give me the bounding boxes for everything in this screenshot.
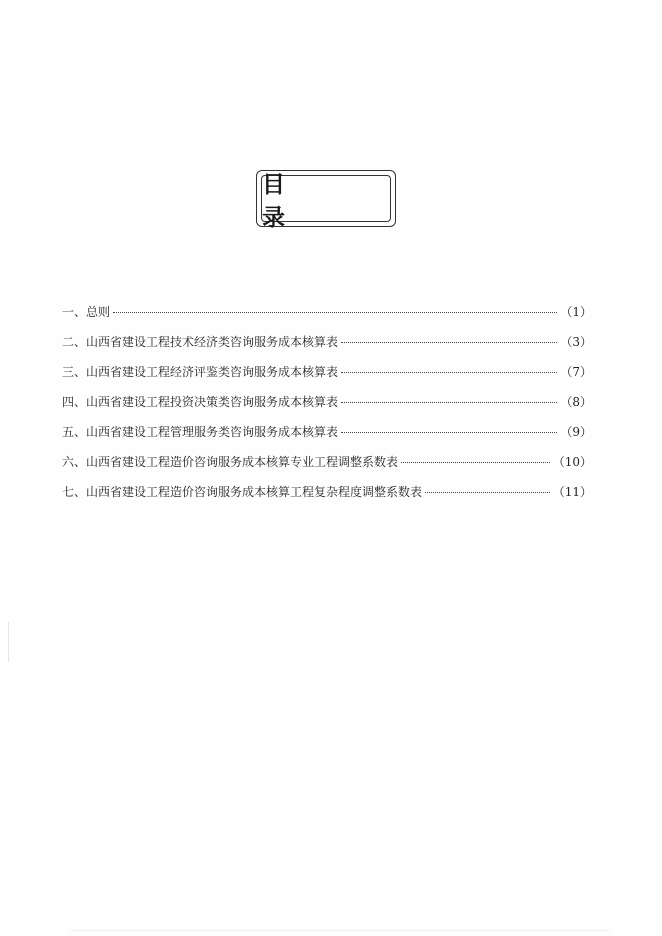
toc-entry-label: 一、总则	[62, 305, 111, 319]
toc-leader-dots	[341, 371, 557, 373]
toc-entry-page: （1）	[560, 305, 592, 319]
toc-entry-label: 三、山西省建设工程经济评鉴类咨询服务成本核算表	[62, 365, 339, 379]
scan-edge-mark	[8, 622, 9, 662]
toc-entry-page: （8）	[560, 395, 592, 409]
toc-entry-6[interactable]	[62, 453, 592, 483]
toc-entry-page: （3）	[560, 335, 592, 349]
toc-entry-label: 七、山西省建设工程造价咨询服务成本核算工程复杂程度调整系数表	[62, 485, 423, 499]
toc-leader-dots	[113, 311, 557, 313]
toc-entry-4[interactable]	[62, 393, 592, 423]
toc-leader-dots	[341, 431, 557, 433]
toc-leader-dots	[425, 491, 550, 493]
title-frame-inner	[261, 171, 391, 231]
toc-leader-dots	[341, 401, 557, 403]
title-frame	[256, 170, 396, 231]
toc-entry-label: 四、山西省建设工程投资决策类咨询服务成本核算表	[62, 395, 339, 409]
table-of-contents	[62, 303, 592, 513]
toc-entry-2[interactable]	[62, 333, 592, 363]
page-title: 目 录	[262, 171, 380, 231]
toc-leader-dots	[401, 461, 550, 463]
toc-entry-label: 六、山西省建设工程造价咨询服务成本核算专业工程调整系数表	[62, 455, 399, 469]
toc-entry-1[interactable]	[62, 303, 592, 333]
toc-entry-page: （7）	[560, 365, 592, 379]
toc-entry-5[interactable]	[62, 423, 592, 453]
toc-entry-page: （9）	[560, 425, 592, 439]
toc-entry-label: 二、山西省建设工程技术经济类咨询服务成本核算表	[62, 335, 339, 349]
toc-entry-label: 五、山西省建设工程管理服务类咨询服务成本核算表	[62, 425, 339, 439]
toc-entry-page: （10）	[552, 455, 592, 469]
toc-entry-7[interactable]	[62, 483, 592, 513]
scan-edge-line	[70, 930, 610, 931]
toc-entry-3[interactable]	[62, 363, 592, 393]
toc-entry-page: （11）	[552, 485, 592, 499]
toc-leader-dots	[341, 341, 557, 343]
